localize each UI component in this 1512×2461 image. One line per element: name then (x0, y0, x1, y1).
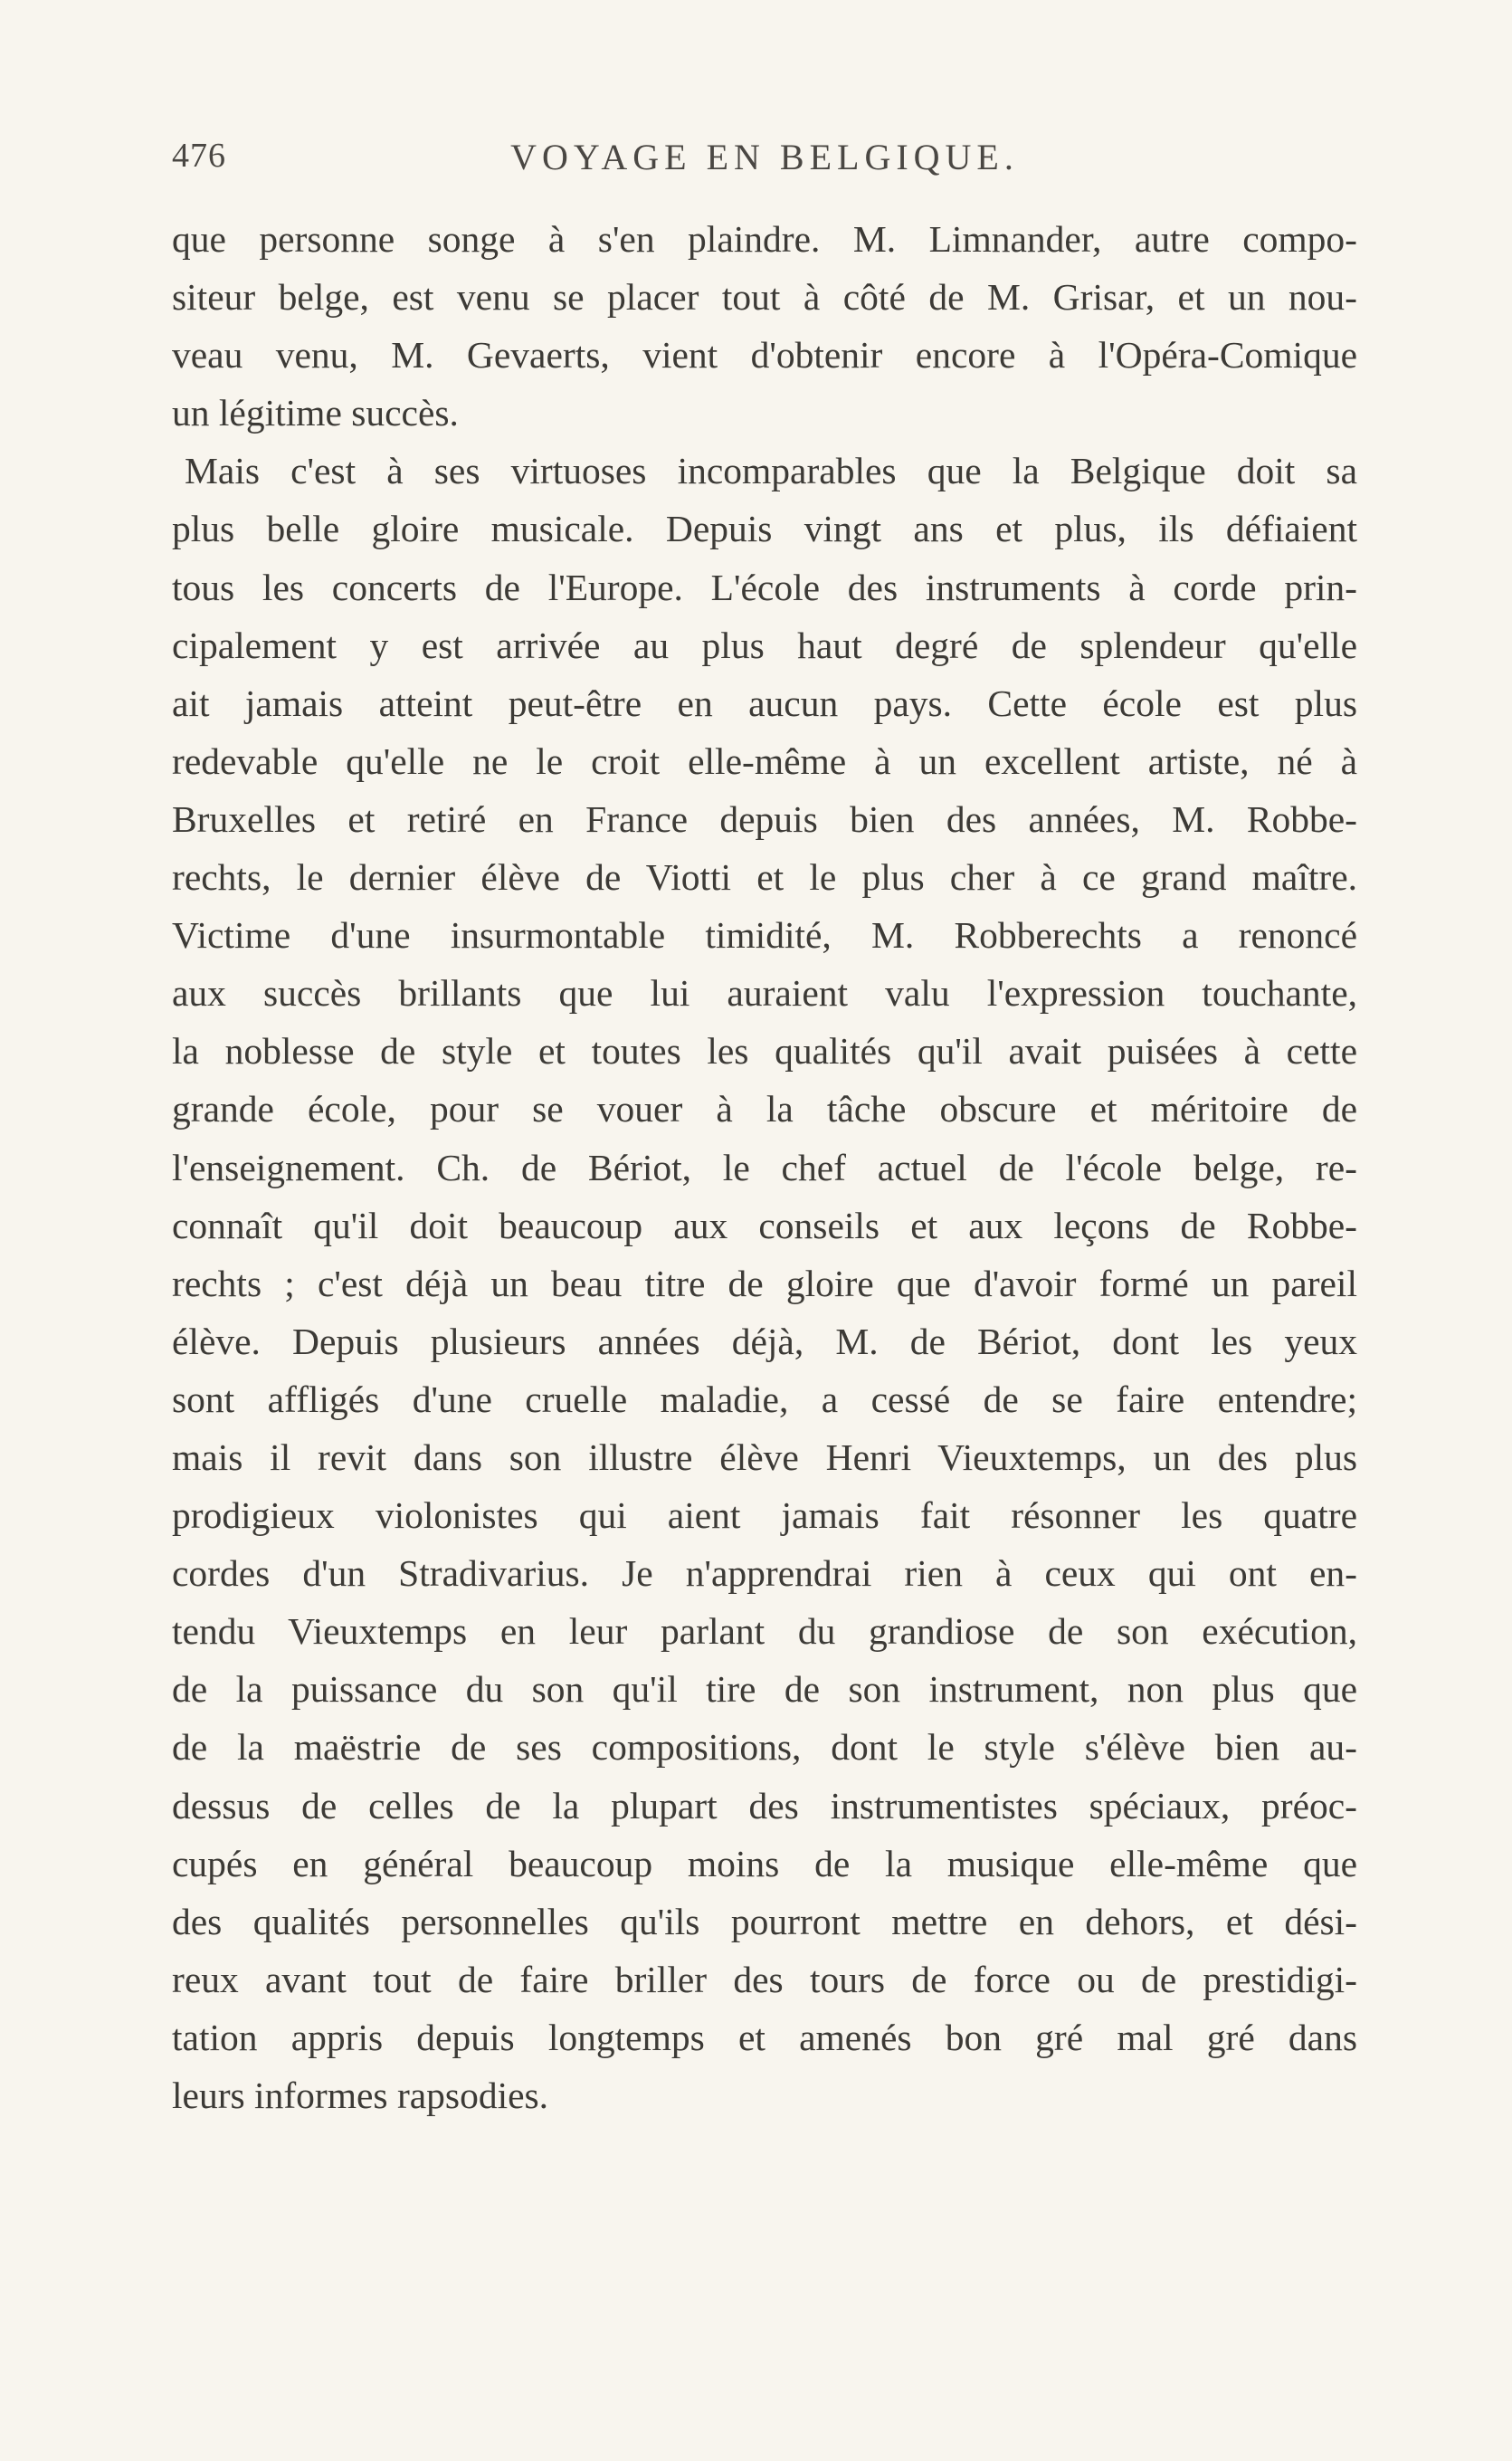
text-line: cipalement y est arrivée au plus haut degré de splendeur qu'elle (172, 624, 1357, 666)
text-line: siteur belge, est venu se placer tout à côté de M. Grisar, et un nou- (172, 276, 1357, 319)
text-line: l'enseignement. Ch. de Bériot, le chef actuel de l'école belge, re- (172, 1146, 1357, 1188)
text-line: Bruxelles et retiré en France depuis bien des années, M. Robbe- (172, 797, 1357, 840)
text-line: que personne songe à s'en plaindre. M. Limnander, autre compo- (172, 218, 1357, 260)
paragraph (172, 210, 1357, 442)
running-title: VOYAGE EN BELGIQUE. (510, 137, 1019, 177)
text-line: redevable qu'elle ne le croit elle-même à un excellent artiste, né à (172, 739, 1357, 782)
text-line: tation appris depuis longtemps et amenés bon gré mal gré dans (172, 2016, 1357, 2058)
text-line: Victime d'une insurmontable timidité, M. Robberechts a renoncé (172, 914, 1357, 957)
text-line: dessus de celles de la plupart des instrumentistes spéciaux, préoc- (172, 1784, 1357, 1827)
text-line: des qualités personnelles qu'ils pourront mettre en dehors, et dési- (172, 1900, 1357, 1942)
text-line: sont affligés d'une cruelle maladie, a cessé de se faire entendre; (172, 1378, 1357, 1420)
text-line: veau venu, M. Gevaerts, vient d'obtenir encore à l'Opéra-Comique (172, 334, 1357, 377)
text-line: de la puissance du son qu'il tire de son instrument, non plus que (172, 1668, 1357, 1711)
text-line: mais il revit dans son illustre élève Henri Vieuxtemps, un des plus (172, 1436, 1357, 1478)
text-line: un légitime succès. (172, 392, 459, 434)
text-line: la noblesse de style et toutes les qualités qu'il avait puisées à cette (172, 1030, 1357, 1073)
page-number: 476 (172, 137, 226, 175)
text-line: rechts, le dernier élève de Viotti et le plus cher à ce grand maître. (172, 856, 1357, 899)
text-line: connaît qu'il doit beaucoup aux conseils et aux leçons de Robbe- (172, 1204, 1357, 1246)
text-line: tendu Vieuxtemps en leur parlant du grandiose de son exécution, (172, 1610, 1357, 1653)
text-line: aux succès brillants que lui auraient valu l'expression touchante, (172, 972, 1357, 1015)
page-header (172, 136, 1357, 190)
text-line: leurs informes rapsodies. (172, 2075, 549, 2116)
text-line: cordes d'un Stradivarius. Je n'apprendrai rien à ceux qui ont en- (172, 1552, 1357, 1595)
text-line: prodigieux violonistes qui aient jamais fait résonner les quatre (172, 1494, 1357, 1537)
text-line: Mais c'est à ses virtuoses incomparables que la Belgique doit sa (185, 450, 1357, 492)
body-text (172, 210, 1357, 2124)
text-line: cupés en général beaucoup moins de la musique elle-même que (172, 1842, 1357, 1884)
text-line: rechts ; c'est déjà un beau titre de gloire que d'avoir formé un pareil (172, 1262, 1357, 1304)
text-line: élève. Depuis plusieurs années déjà, M. de Bériot, dont les yeux (172, 1320, 1357, 1362)
text-line: ait jamais atteint peut-être en aucun pays. Cette école est plus (172, 682, 1357, 724)
text-line: grande école, pour se vouer à la tâche obscure et méritoire de (172, 1088, 1357, 1130)
text-line: reux avant tout de faire briller des tours de force ou de prestidigi- (172, 1958, 1357, 2000)
paragraph (172, 442, 1357, 2124)
text-line: tous les concerts de l'Europe. L'école des instruments à corde prin- (172, 566, 1357, 608)
text-line: de la maëstrie de ses compositions, dont le style s'élève bien au- (172, 1726, 1357, 1769)
text-line: plus belle gloire musicale. Depuis vingt ans et plus, ils défiaient (172, 508, 1357, 550)
